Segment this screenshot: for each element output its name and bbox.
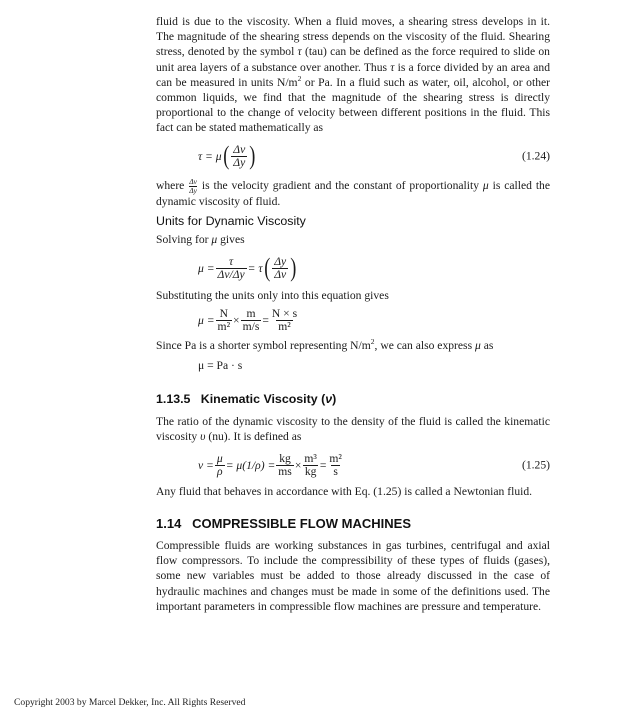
copyright-footer: Copyright 2003 by Marcel Dekker, Inc. All Rights Reserved bbox=[14, 697, 246, 708]
compressible-paragraph: Compressible fluids are working substances in gas turbines, centrifugal and axial flow compressors. To include the compressibility of these types of fluids (gases), some new variables must be added to those already discussed in the case of hydraulic machines and changes must be made in some of the definitions used. The important parameters in compressible flow machines are pressure and temperature. bbox=[156, 539, 550, 613]
equation-number: (1.25) bbox=[521, 458, 550, 472]
solving-text: Solving for μ gives bbox=[156, 233, 245, 246]
equation-units: μ = $\frac{N}{\text{m²}}$ × $\frac{m}{m/s}$ = $\frac{N \times s}{\text{m²}}$ bbox=[198, 306, 298, 333]
kinematic-paragraph: The ratio of the dynamic viscosity to the density of the fluid is called the kinematic viscosity υ (nu). It is defined as bbox=[156, 415, 550, 444]
viscosity-paragraph: fluid is due to the viscosity. When a fluid moves, a shearing stress develops in it. The magnitude of the shearing stress depends on the viscosity of the fluid. Shearing stress, denoted by the symbol τ (tau) can be defined as the force required to slide on unit area layers of a substance over another. Thus τ is a force divided by an area and can be measured in units $N/m^2$ or Pa. In a fluid such as water, oil, alcohol, or other common liquids, we find that the magnitude of the shearing stress is directly proportional to the change of velocity between different positions in the fluid. This fact can be stated mathematically as bbox=[156, 15, 550, 135]
substituting-text: Substituting the units only into this equation gives bbox=[156, 289, 389, 302]
section-heading: 1.14 COMPRESSIBLE FLOW MACHINES bbox=[156, 516, 411, 531]
page-body bbox=[156, 14, 550, 614]
velocity-gradient-paragraph: where $\frac{\Delta v}{\Delta y}$ is the velocity gradient and the constant of proportionality μ is called the dynamic viscosity of fluid. bbox=[156, 177, 550, 209]
equation-1-24: τ = μ ( $\frac{\Delta v}{\Delta y}$ ) (1.24) bbox=[198, 141, 550, 170]
units-heading: Units for Dynamic Viscosity bbox=[156, 214, 306, 228]
equation-number: (1.24) bbox=[521, 149, 550, 163]
equation-mu: μ = $\frac{\tau}{\Delta v/\Delta y}$ = τ ( $\frac{\Delta y}{\Delta v}$ ) bbox=[198, 253, 297, 282]
equation-pa: μ = Pa · s bbox=[198, 358, 243, 372]
kinematic-heading: 1.13.5 Kinematic Viscosity (ν) bbox=[156, 392, 337, 406]
equation-1-25: ν = $\frac{\mu}{\rho}$ = μ(1/ρ) = $\frac{kg}{ms}$ × $\frac{\text{m³}}{kg}$ = $\frac{\text{m²}}{s}$ (1.25) bbox=[198, 451, 550, 478]
newtonian-text: Any fluid that behaves in accordance with Eq. (1.25) is called a Newtonian fluid. bbox=[156, 485, 533, 498]
since-pa-text: Since Pa is a shorter symbol representing $N/m^2$, we can also express μ as bbox=[156, 337, 494, 352]
